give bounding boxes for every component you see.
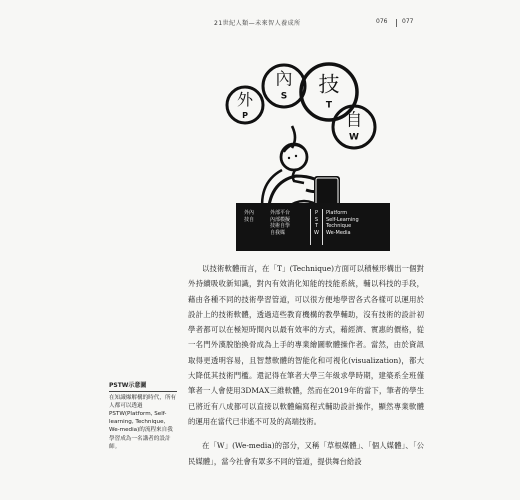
legend-abbrev-line: 技自 [244, 216, 255, 223]
legend-divider [310, 209, 311, 245]
legend-column-english [326, 210, 359, 236]
legend-chinese-line: 外部平台 [270, 210, 291, 216]
bubble-outer-char: 外 [236, 90, 254, 109]
legend-english-line: We-Media [326, 229, 351, 236]
book-title: 21世紀人類—未來智人養成所 [214, 20, 301, 27]
legend-letter: P [314, 210, 318, 216]
legend-letter: S [314, 216, 319, 223]
caption-text: 在知識爆解構的時代，所有人都可以透過PSTW(Platform, Self-learning, Technique, We-media)的流程來自我學習成為一名講者的設計師。 [109, 395, 177, 450]
bubble-inner-char: 內 [275, 69, 293, 90]
caption-title: PSTW示意圖 [109, 382, 177, 392]
legend-column-chinese [270, 210, 290, 236]
figure-caption [109, 382, 177, 451]
legend-chinese-line: 自我媒 [270, 229, 286, 236]
page-number-right: 077 [402, 18, 414, 25]
legend-column-abbrev [244, 210, 254, 223]
legend-english-line: Technique [326, 223, 352, 230]
legend-divider [322, 209, 323, 245]
page-number-divider [396, 19, 397, 27]
bubble-tech-char: 技 [318, 72, 340, 97]
bubble-letter-t: T [325, 100, 333, 111]
running-head [0, 18, 520, 30]
bubble-letter-p: P [242, 111, 248, 120]
legend-chinese-line: 內部模擬 [270, 216, 291, 223]
bubble-letter-w: W [349, 132, 359, 143]
page-number-left: 076 [376, 18, 388, 25]
legend-letter: T [314, 223, 319, 230]
body-paragraph: 在「W」(We-media)的部分，又稱「草根媒體」、「個人媒體」、「公民媒體」，當今社會有眾多不同的管道，提供舞台給設 [188, 441, 424, 466]
legend-english-line: Self-Learning [326, 216, 359, 223]
bubble-self-char: 自 [345, 110, 363, 131]
legend-chinese-line: 技術自學 [270, 223, 291, 230]
bubble-letter-s: S [280, 91, 288, 102]
pstw-legend-box [236, 203, 390, 251]
legend-abbrev-line: 外內 [244, 210, 255, 216]
legend-letter: W [314, 229, 319, 236]
legend-english-line: Platform [326, 210, 348, 216]
legend-column-letters [314, 210, 319, 236]
body-text [188, 261, 424, 469]
body-paragraph: 以技術軟體而言，在「T」(Technique)方面可以積極形構出一個對外持續吸收新知識，對內有效消化知能的技能系統，輔以科技的手段，藉由各種不同的技術學習管道，可以很方便地學習各式各樣可以運用於設計上的技術軟體，透過這些教育機構的教學輔助，沒有技術的設計初學者都可以在極短時間內以最有效率的方式，藉經濟、實惠的價格，從一名門外漢脫胎換骨成為上手的專業繪圖軟體操作者。當然，由於資訊取得更透明容易，且智慧軟體的智能化和可視化(visualization)，都大大降低其技術門檻。還記得在筆者大學三年級求學時期，建築系全班僅筆者一人會使用3DMAX三維軟體，然而在2019年的當下，筆者的學生已將近有八成都可以直接以軟體編寫程式輔助設計操作，顯然專業軟體的運用在當代已非遙不可及的高端技術。 [188, 264, 424, 426]
